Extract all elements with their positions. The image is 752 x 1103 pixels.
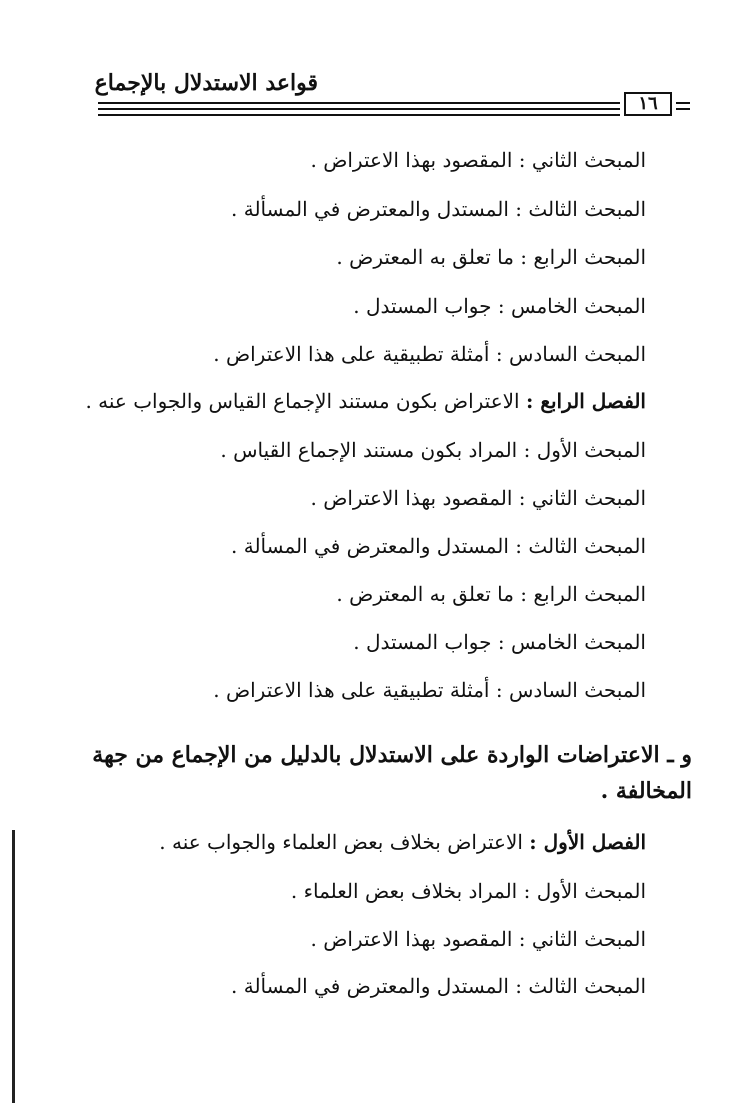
toc-chapter-line <box>159 828 646 856</box>
toc-line-lead: المبحث الرابع : <box>520 582 646 606</box>
toc-line <box>310 146 646 174</box>
header-rule <box>98 114 620 116</box>
toc-line <box>291 877 646 905</box>
toc-line <box>353 292 646 320</box>
toc-line-lead: المبحث السادس : <box>495 678 646 702</box>
toc-line-text: المراد بخلاف بعض العلماء . <box>290 879 524 903</box>
toc-line-text: ما تعلق به المعترض . <box>336 245 521 269</box>
toc-line-lead: المبحث الأول : <box>523 879 646 903</box>
section-heading-continuation: المخالفة . <box>600 778 692 804</box>
toc-line-lead: المبحث الثاني : <box>518 486 646 510</box>
toc-line-text: أمثلة تطبيقية على هذا الاعتراض . <box>213 342 496 366</box>
toc-line <box>310 925 646 953</box>
toc-line-text: المقصود بهذا الاعتراض . <box>310 148 519 172</box>
toc-line <box>213 676 646 704</box>
toc-line-text: المقصود بهذا الاعتراض . <box>310 486 519 510</box>
toc-line-lead: المبحث الثالث : <box>515 197 646 221</box>
toc-line-text: ما تعلق به المعترض . <box>336 582 521 606</box>
header-rule <box>98 102 620 104</box>
toc-line-lead: المبحث الأول : <box>523 438 646 462</box>
toc-line-lead: المبحث السادس : <box>495 342 646 366</box>
toc-line-text: المستدل والمعترض في المسألة . <box>231 197 516 221</box>
toc-line-text: الاعتراض بكون مستند الإجماع القياس والجواب عنه . <box>85 389 526 413</box>
toc-line-lead: الفصل الأول : <box>529 830 646 854</box>
toc-chapter-line <box>85 387 646 415</box>
toc-line-text: المستدل والمعترض في المسألة . <box>231 974 516 998</box>
toc-line-text: المراد بكون مستند الإجماع القياس . <box>220 438 524 462</box>
page-number: ١٦ <box>624 92 672 116</box>
toc-line <box>353 628 646 656</box>
toc-line-lead: المبحث الخامس : <box>497 630 646 654</box>
toc-line-lead: المبحث الثاني : <box>518 148 646 172</box>
toc-line-text: المستدل والمعترض في المسألة . <box>231 534 516 558</box>
running-title: قواعد الاستدلال بالإجماع <box>94 70 318 96</box>
toc-line <box>231 195 646 223</box>
page-edge-line <box>12 830 15 1103</box>
section-heading: و ـ الاعتراضات الواردة على الاستدلال بالدليل من الإجماع من جهة <box>92 742 692 768</box>
toc-line-text: أمثلة تطبيقية على هذا الاعتراض . <box>213 678 496 702</box>
header-rule-right <box>676 102 690 104</box>
header-rule-right <box>676 108 690 110</box>
toc-line-text: جواب المستدل . <box>353 630 498 654</box>
toc-line <box>220 436 646 464</box>
toc-line-lead: المبحث الثالث : <box>515 534 646 558</box>
toc-line <box>231 972 646 1000</box>
toc-line <box>231 532 646 560</box>
toc-line-lead: المبحث الرابع : <box>520 245 646 269</box>
toc-line-lead: المبحث الخامس : <box>497 294 646 318</box>
toc-line-lead: الفصل الرابع : <box>525 389 646 413</box>
toc-line <box>213 340 646 368</box>
header-rule <box>98 108 620 110</box>
toc-line-lead: المبحث الثالث : <box>515 974 646 998</box>
toc-line <box>336 580 646 608</box>
toc-line <box>310 484 646 512</box>
toc-line-text: المقصود بهذا الاعتراض . <box>310 927 519 951</box>
toc-line-lead: المبحث الثاني : <box>518 927 646 951</box>
toc-line <box>336 243 646 271</box>
toc-line-text: الاعتراض بخلاف بعض العلماء والجواب عنه . <box>159 830 530 854</box>
toc-line-text: جواب المستدل . <box>353 294 498 318</box>
